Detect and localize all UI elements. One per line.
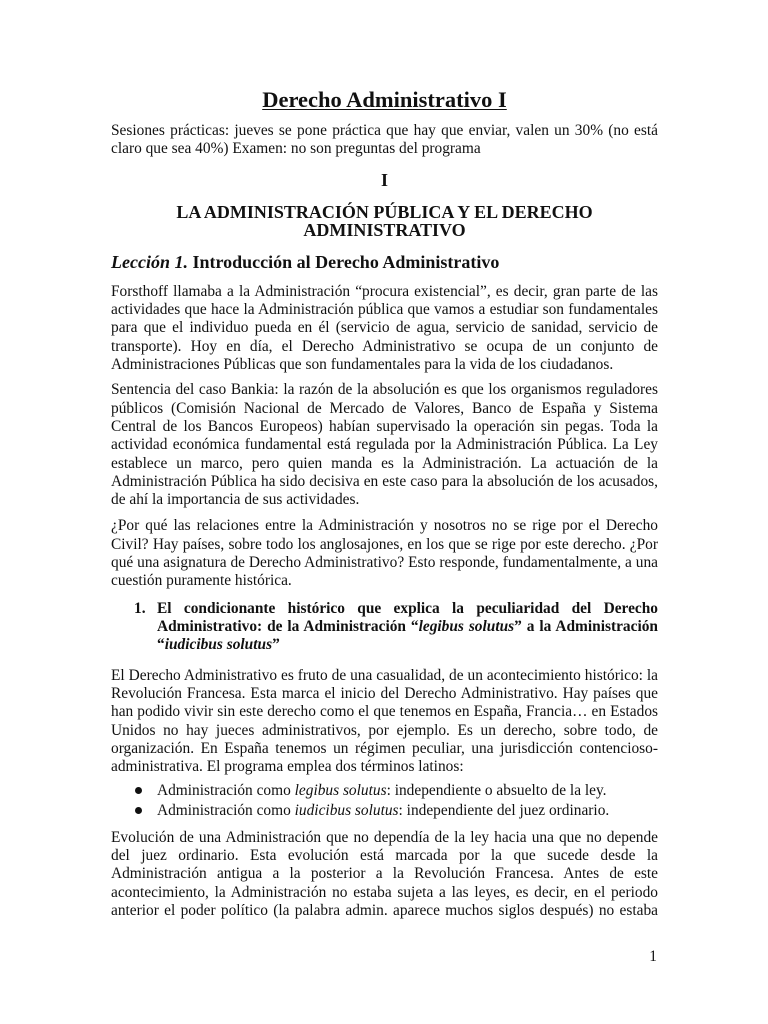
part-title: LA ADMINISTRACIÓN PÚBLICA Y EL DERECHO ADMINISTRATIVO: [176, 201, 593, 241]
body-paragraph-evolucion: Evolución de una Administración que no dependía de la ley hacia una que no depende del juez ordinario. Esta evolución está marcada por la que sucede desde la Administración antigua a la posterior a la Revolución Francesa. Antes de este acontecimiento, la Administración no estaba sujeta a las leyes, es decir, en el periodo anterior el poder político (la palabra admin. aparece muchos siglos después) no estaba: [111, 828, 658, 919]
section-heading-term-legibus: legibus solutus: [418, 617, 515, 635]
section-heading-text: El condicionante histórico que explica la peculiaridad del Derecho Administrativo: de la Administración “: [157, 599, 658, 635]
body-paragraph-derecho-civil: ¿Por qué las relaciones entre la Administración y nosotros no se rige por el Derecho Civil? Hay países, sobre todo los anglosajones, en los que se rige por este derecho. ¿Por qué una asignatura de Derecho Administrativo? Esto responde, fundamentalmente, a una cuestión puramente histórica.: [111, 517, 658, 590]
section-number: 1.: [134, 599, 146, 617]
list-item: [111, 801, 658, 821]
bullet-definition: : independiente del juez ordinario.: [398, 801, 610, 819]
list-item: [111, 781, 658, 801]
bullet-list: [111, 781, 658, 821]
lesson-heading: [111, 252, 658, 272]
bullet-definition: : independiente o absuelto de la ley.: [386, 781, 607, 799]
intro-paragraph: Sesiones prácticas: jueves se pone práctica que hay que enviar, valen un 30% (no está claro que sea 40%) Examen: no son preguntas del programa: [111, 122, 658, 158]
section-heading-term-iudicibus: iudicibus solutus: [164, 636, 273, 654]
document-title: Derecho Administrativo I: [262, 87, 507, 112]
lesson-label: Lección 1.: [111, 251, 188, 272]
bullet-term: legibus solutus: [294, 781, 387, 799]
section-heading-text-end: ”: [272, 636, 280, 654]
bullet-marker: [135, 787, 142, 794]
body-paragraph-bankia: Sentencia del caso Bankia: la razón de la absolución es que los organismos reguladores públicos (Comisión Nacional de Mercado de Valores, Banco de España y Sistema Central de los Bancos Europeos) habían supervisado la operación sin pegas. Toda la actividad económica fundamental está regulada por la Administración Pública. La Ley establece un marco, pero quien manda es la Administración. La actuación de la Administración Pública ha sido decisiva en este caso para la absolución de los acusados, de ahí la importancia de sus actividades.: [111, 381, 658, 509]
body-paragraph-forsthoff: Forsthoff llamaba a la Administración “procura existencial”, es decir, gran parte de las actividades que hace la Administración pública que vamos a estudiar son fundamentales para que el individuo pueda en él (servicio de agua, servicio de sanidad, servicio de transporte). Hoy en día, el Derecho Administrativo se ocupa de un conjunto de Administraciones Públicas que son fundamentales para la vida de los ciudadanos.: [111, 282, 658, 374]
bullet-marker: [135, 807, 142, 814]
lesson-title: Introducción al Derecho Administrativo: [192, 251, 500, 272]
bullet-text: Administración como: [157, 801, 295, 819]
bullet-term: iudicibus solutus: [294, 801, 399, 819]
part-number: I: [380, 169, 388, 190]
bullet-text: Administración como: [157, 781, 295, 799]
body-paragraph-revolucion: El Derecho Administrativo es fruto de una casualidad, de un acontecimiento histórico: la Revolución Francesa. Esta marca el inicio del Derecho Administrativo. Hay países que han podido vivir sin este derecho como el que tenemos en España, Francia… en Estados Unidos no hay jueces administrativos, por ejemplo. Es un derecho, sobre todo, de organización. En España tenemos un régimen peculiar, una jurisdicción contencioso-administrativa. El programa emplea dos términos latinos:: [111, 666, 658, 776]
section-heading: [111, 600, 658, 655]
section-heading-text-middle: ” a la Administración “: [157, 617, 658, 654]
page-content: [111, 0, 658, 920]
page-number: 1: [649, 948, 657, 965]
